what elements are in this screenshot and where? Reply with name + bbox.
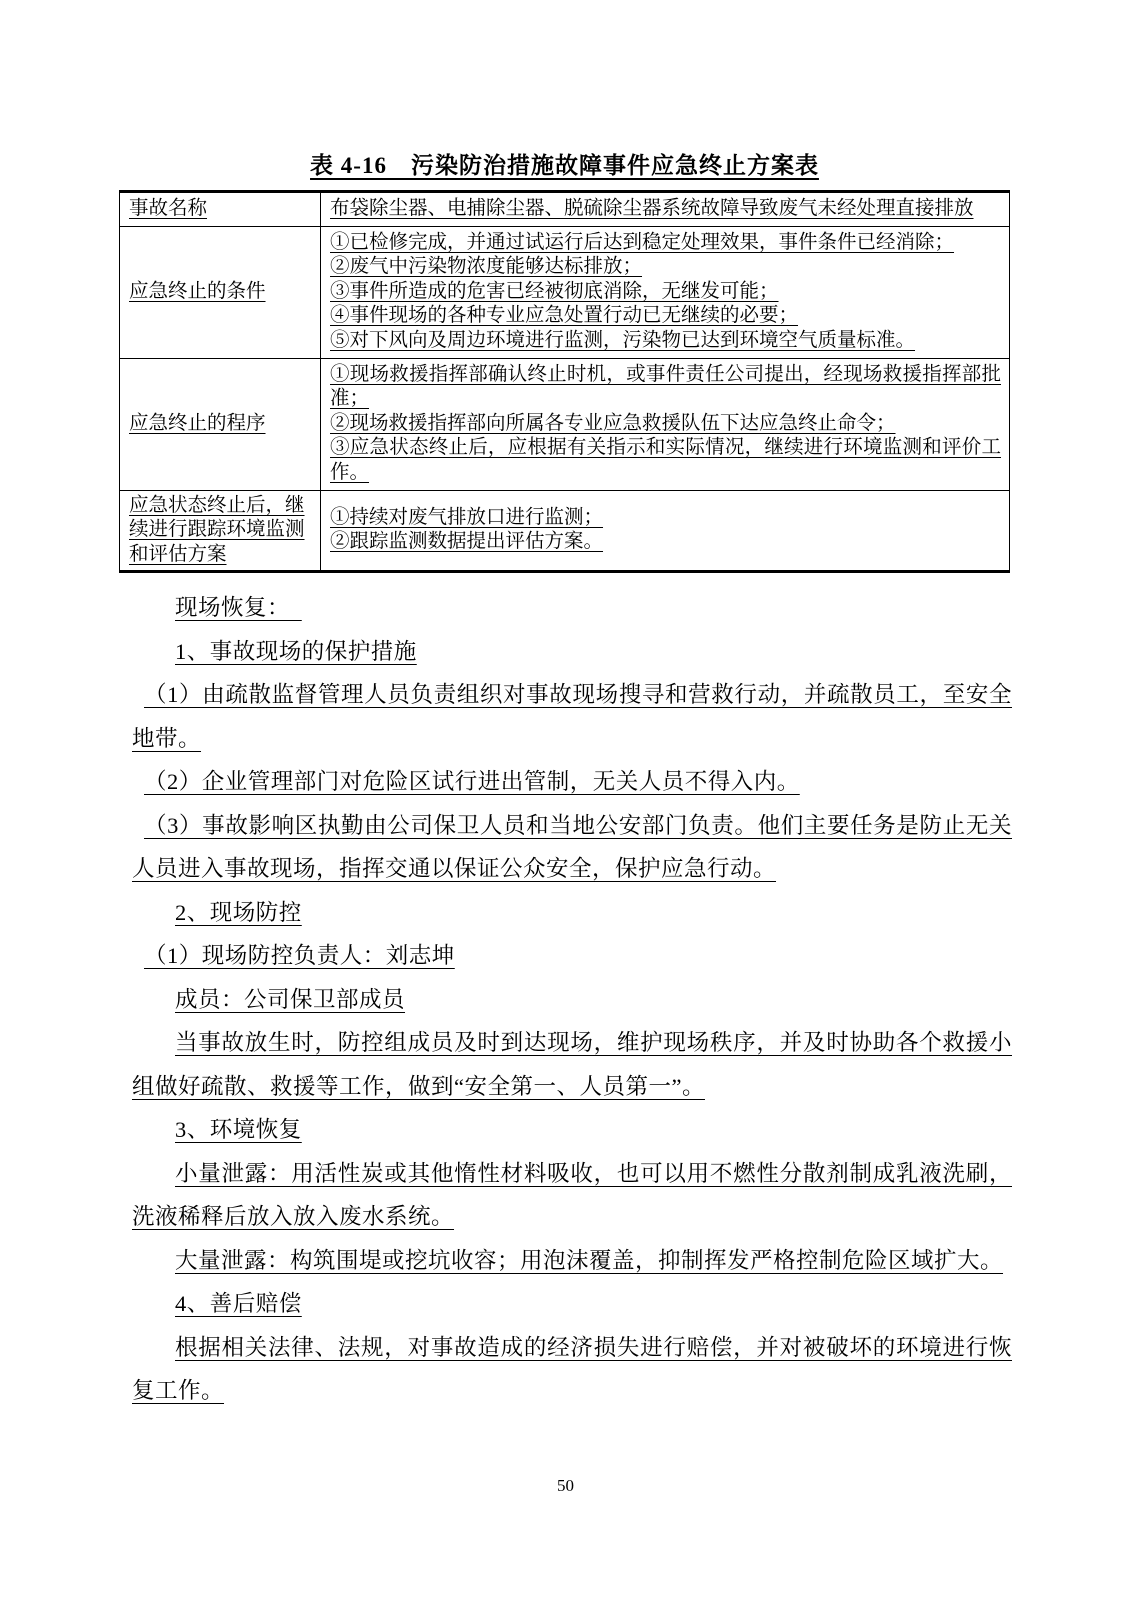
table-row: [120, 490, 1010, 572]
table-content-line: ①持续对废气排放口进行监测；: [330, 506, 604, 528]
body-text: [132, 586, 1012, 1413]
paragraph: 大量泄露：构筑围堤或挖坑收容；用泡沫覆盖，抑制挥发严格控制危险区域扩大。: [175, 1247, 1004, 1273]
table-content-line: ①现场救援指挥部确认终止时机，或事件责任公司提出，经现场救援指挥部批准；: [330, 363, 1001, 410]
row-label-cell: [120, 192, 321, 227]
table-content-line: ②现场救援指挥部向所属各专业应急救援队伍下达应急终止命令；: [330, 412, 896, 434]
row-content-cell: [321, 192, 1010, 227]
table-title: [119, 147, 1010, 180]
table-content-line: ③应急状态终止后，应根据有关指示和实际情况，继续进行环境监测和评价工作。: [330, 437, 1001, 483]
table-content-line: ③事件所造成的危害已经被彻底消除，无继发可能；: [330, 280, 779, 302]
row-label-text: 应急状态终止后，继续进行跟踪环境监测和评估方案: [129, 494, 305, 565]
paragraph: 现场恢复：: [175, 595, 302, 620]
row-label-text: 应急终止的条件: [129, 280, 266, 302]
paragraph: （1）由疏散监督管理人员负责组织对事故现场搜寻和营救行动，并疏散员工，至安全地带。: [132, 682, 1012, 751]
table-content-line: ④事件现场的各种专业应急处置行动已无继续的必要；: [330, 305, 799, 327]
row-label-cell: [120, 490, 321, 572]
table-content-line: 布袋除尘器、电捕除尘器、脱硫除尘器系统故障导致废气未经处理直接排放: [330, 198, 974, 219]
row-label-cell: [120, 358, 321, 490]
paragraph: 当事故放生时，防控组成员及时到达现场，维护现场秩序，并及时协助各个救援小组做好疏散、救援等工作，做到“安全第一、人员第一”。: [132, 1030, 1012, 1099]
table-content-line: ②跟踪监测数据提出评估方案。: [330, 531, 604, 553]
paragraph: （1）现场防控负责人：刘志坤: [144, 943, 455, 968]
row-label-text: 应急终止的程序: [129, 412, 266, 434]
paragraph: 成员：公司保卫部成员: [175, 986, 406, 1012]
table-row: [120, 226, 1010, 358]
paragraph: （3）事故影响区执勤由公司保卫人员和当地公安部门负责。他们主要任务是防止无关人员进入事故现场，指挥交通以保证公众安全，保护应急行动。: [132, 812, 1012, 881]
paragraph: 1、事故现场的保护措施: [175, 638, 417, 664]
table-row: [120, 192, 1010, 227]
paragraph: 3、环境恢复: [175, 1117, 302, 1142]
table-row: [120, 358, 1010, 490]
row-content-cell: [321, 490, 1010, 572]
table-content-line: ②废气中污染物浓度能够达标排放；: [330, 256, 643, 278]
page-number: 50: [557, 1476, 574, 1495]
row-content-cell: [321, 358, 1010, 490]
row-label-cell: [120, 226, 321, 358]
table-content-line: ⑤对下风向及周边环境进行监测，污染物已达到环境空气质量标准。: [330, 329, 916, 351]
page-footer: [0, 1476, 1131, 1496]
row-content-cell: [321, 226, 1010, 358]
paragraph: 4、善后赔偿: [175, 1291, 302, 1316]
row-label-text: 事故名称: [129, 198, 208, 219]
paragraph: 根据相关法律、法规，对事故造成的经济损失进行赔偿，并对被破坏的环境进行恢复工作。: [132, 1334, 1012, 1403]
emergency-termination-table: [119, 190, 1010, 573]
paragraph: 小量泄露：用活性炭或其他惰性材料吸收，也可以用不燃性分散剂制成乳液洗刷，洗液稀释后放入放入废水系统。: [132, 1160, 1012, 1229]
paragraph: （2）企业管理部门对危险区试行进出管制，无关人员不得入内。: [144, 769, 800, 794]
paragraph: 2、现场防控: [175, 899, 302, 925]
table-content-line: ①已检修完成，并通过试运行后达到稳定处理效果，事件条件已经消除；: [330, 231, 955, 253]
table-title-text: 表 4-16 污染防治措施故障事件应急终止方案表: [310, 153, 819, 178]
